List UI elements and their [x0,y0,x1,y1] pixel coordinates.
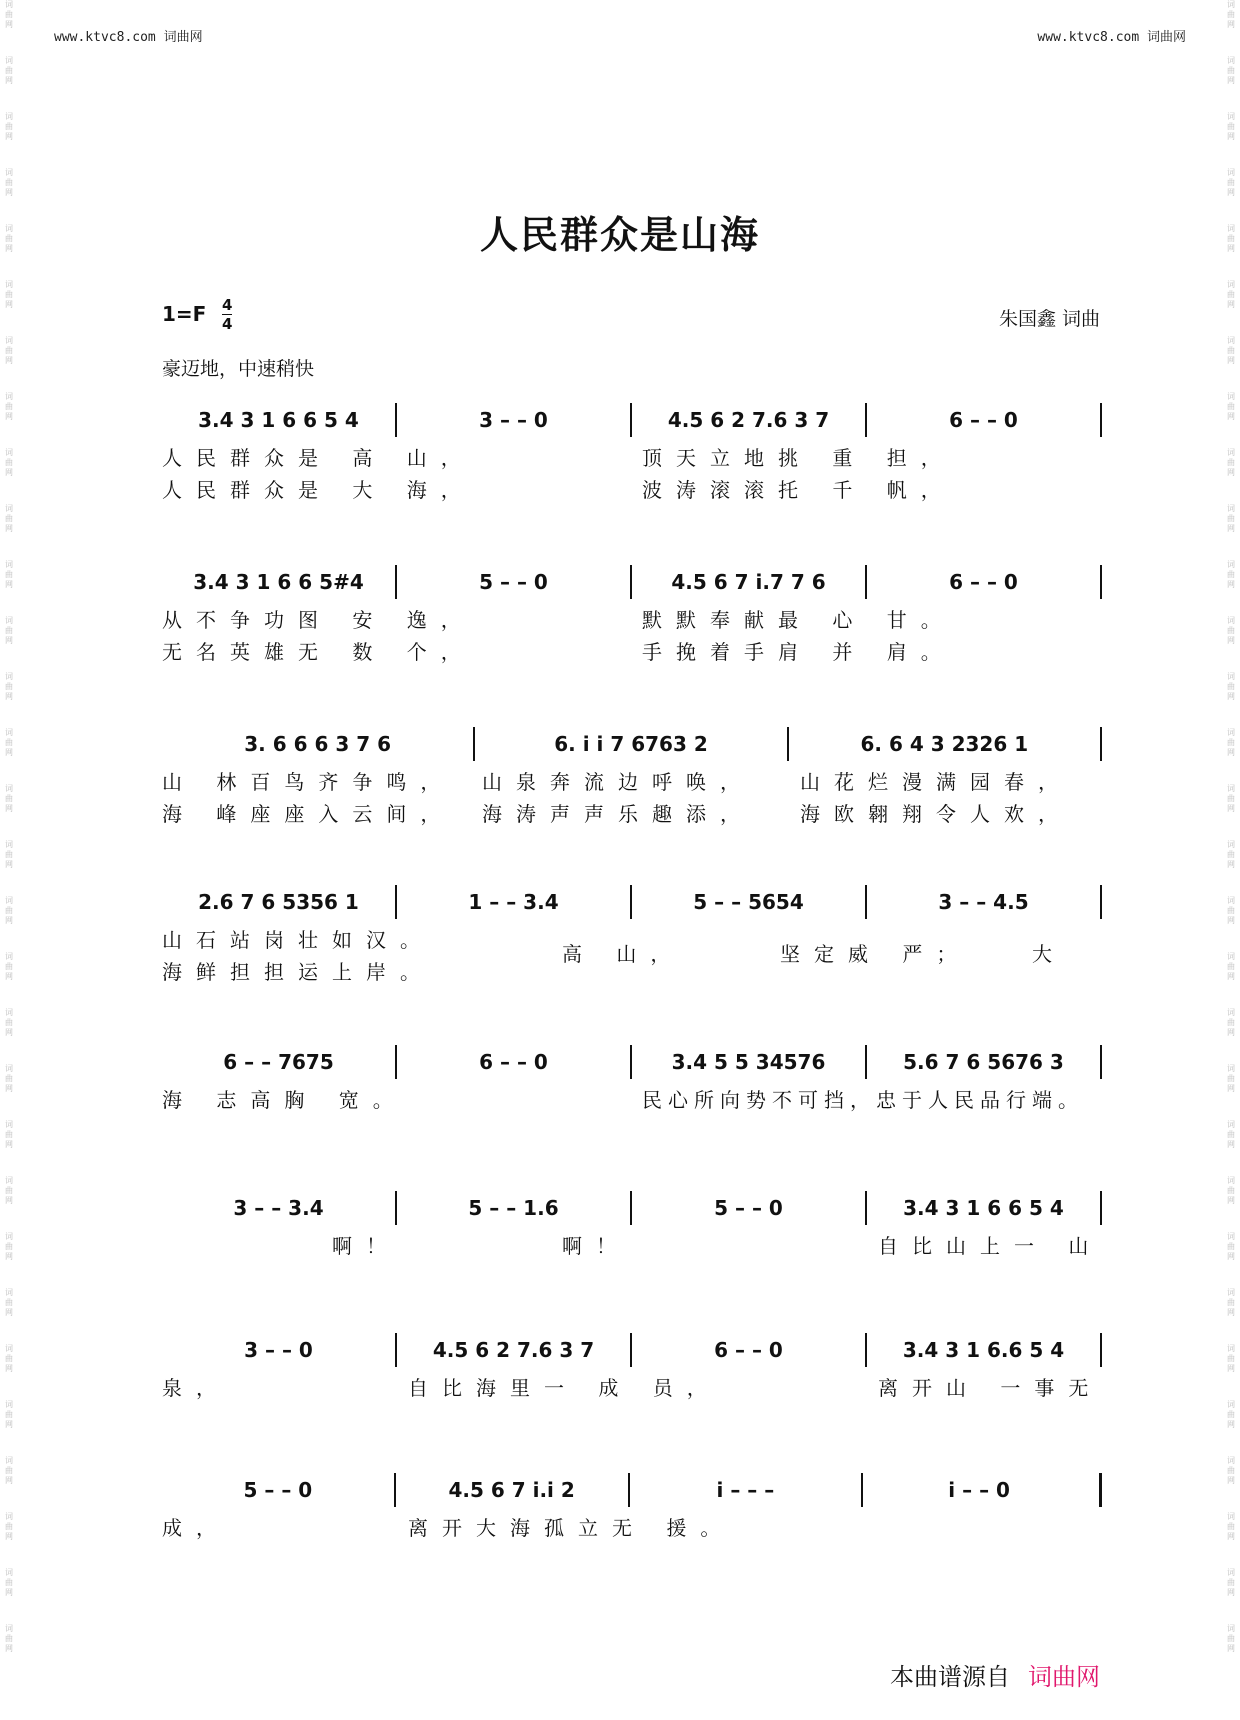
lyric-segment: 泉， [162,1376,230,1400]
measure: 3.4 3 1 6.6 5 4 [902,1338,1065,1362]
left-edge-watermark: 词曲网 词曲网 词曲网 词曲网 词曲网 词曲网 词曲网 词曲网 词曲网 词曲网 词曲网 词曲网 词曲网 词曲网 词曲网 词曲网 词曲网 词曲网 词曲网 词曲网 词曲网 词曲网 词曲网 词曲网 词曲网 词曲网 词曲网 词曲网 词曲网 词曲网 [5,0,13,1653]
lyric-segment: 海鲜担担运上岸。 [162,960,434,984]
time-signature [222,297,232,332]
lyric-segment: 大 [1032,942,1066,966]
measure: 3 – – 0 [479,408,548,432]
lyric-line [162,604,1102,636]
notes-row [162,880,1102,924]
notes-row [162,722,1102,766]
lyric-segment: 顶天立地挑 重 担， [642,446,955,470]
lyric-segment: 离开山 一事无 [878,1376,1103,1400]
score-system-1 [162,398,1102,506]
measure: 2.6 7 6 5356 1 [198,890,359,914]
key-signature: 1=F [162,302,207,326]
measure: 6 – – 0 [949,570,1018,594]
measure: 4.5 6 2 7.6 3 7 [667,408,830,432]
lyric-line [162,956,1102,988]
measure: 5 – – 5654 [693,890,804,914]
lyric-segment: 无名英雄无 数 个， [162,640,475,664]
measure: i – – – [716,1478,775,1502]
source-brand: 词曲网 [1028,1663,1100,1691]
measure: 4.5 6 2 7.6 3 7 [432,1338,595,1362]
site-url-right: www.ktvc8.com 词曲网 [1037,30,1186,45]
lyric-segment: 山 林百鸟齐争鸣， [162,770,455,794]
notes-row [162,1186,1102,1230]
time-signature-top: 4 [222,296,233,314]
measure: 4.5 6 7 i.7 7 6 [671,570,826,594]
barline [1100,1333,1102,1367]
barline [1100,565,1102,599]
score-system-2 [162,560,1102,668]
final-barline [1099,1473,1102,1507]
measure: 3.4 3 1 6 6 5 4 [903,1196,1064,1220]
lyric-segment: 手挽着手肩 并 肩。 [642,640,955,664]
score-system-6 [162,1186,1102,1262]
lyric-segment: 波涛滚滚托 千 帆， [642,478,955,502]
lyric-segment: 啊！ [562,1234,630,1258]
source-label: 本曲谱源自 [890,1663,1010,1691]
time-signature-bottom: 4 [222,315,233,333]
lyric-segment: 成， [162,1516,230,1540]
lyric-segment: 高 山， [562,942,685,966]
lyric-segment: 海 峰座座入云间， [162,802,455,826]
score-system-4 [162,880,1102,988]
measure: 3.4 3 1 6 6 5#4 [193,570,364,594]
score-system-7 [162,1328,1102,1404]
measure: 6 – – 0 [714,1338,783,1362]
measure: 5 – – 1.6 [468,1196,559,1220]
lyric-segment: 自比山上一 山 [878,1234,1103,1258]
tempo-marking: 豪迈地，中速稍快 [162,358,315,380]
lyric-segment: 海欧翱翔令人欢， [800,802,1072,826]
lyric-line [162,798,1102,830]
measure: 5.6 7 6 5676 3 [903,1050,1064,1074]
right-edge-watermark: 词曲网 词曲网 词曲网 词曲网 词曲网 词曲网 词曲网 词曲网 词曲网 词曲网 词曲网 词曲网 词曲网 词曲网 词曲网 词曲网 词曲网 词曲网 词曲网 词曲网 词曲网 词曲网 词曲网 词曲网 词曲网 词曲网 词曲网 词曲网 词曲网 词曲网 [1227,0,1235,1653]
lyric-segment: 山石站岗壮如汉。 [162,928,434,952]
lyric-segment: 民心所向势不可挡，忠于人民品行端。 [642,1088,1084,1112]
barline [1100,885,1102,919]
measure: 3.4 5 5 34576 [671,1050,826,1074]
measure: 5 – – 0 [714,1196,783,1220]
lyric-line [162,474,1102,506]
lyric-line [162,924,1102,966]
lyric-segment: 从不争功图 安 逸， [162,608,475,632]
lyric-segment: 人民群众是 高 山， [162,446,475,470]
barline [1100,403,1102,437]
source-credit [890,1657,1100,1692]
measure: 5 – – 0 [243,1478,313,1502]
measure: 1 – – 3.4 [468,890,559,914]
measure: 3 – – 0 [244,1338,313,1362]
measure: 5 – – 0 [479,570,548,594]
notes-row [162,398,1102,442]
lyric-segment: 坚定威 严； [780,942,971,966]
lyric-line [162,1512,1102,1544]
notes-row [162,1328,1102,1372]
lyric-segment: 海 志高胸 宽。 [162,1088,407,1112]
lyric-line [162,1084,1102,1116]
lyric-line [162,442,1102,474]
notes-row [162,1040,1102,1084]
lyric-line [162,766,1102,798]
measure: 6. i i 7 6763 2 [554,732,708,756]
measure: 3.4 3 1 6 6 5 4 [198,408,359,432]
notes-row [162,560,1102,604]
lyric-segment: 海涛声声乐趣添， [482,802,754,826]
author-credit: 朱国鑫 词曲 [998,308,1100,330]
score-system-3 [162,722,1102,830]
score-system-8 [162,1468,1102,1544]
lyric-line [162,636,1102,668]
lyric-segment: 默默奉献最 心 甘。 [642,608,955,632]
measure: 6 – – 0 [479,1050,548,1074]
lyric-segment: 山花烂漫满园春， [800,770,1072,794]
score-system-5 [162,1040,1102,1116]
measure: 4.5 6 7 i.i 2 [448,1478,575,1502]
measure: 3 – – 4.5 [938,890,1029,914]
measure: 3 – – 3.4 [233,1196,324,1220]
barline [1100,1045,1102,1079]
measure: 3. 6 6 6 3 7 6 [244,732,392,756]
barline [1100,1191,1102,1225]
site-url-left: www.ktvc8.com 词曲网 [54,30,203,45]
lyric-line [162,1230,1102,1262]
measure: 6 – – 7675 [223,1050,334,1074]
lyric-line [162,1372,1102,1404]
barline [1100,727,1102,761]
lyric-segment: 人民群众是 大 海， [162,478,475,502]
measure: i – – 0 [948,1478,1010,1502]
lyric-segment: 离开大海孤立无 援。 [408,1516,735,1540]
measure: 6. 6 4 3 2326 1 [860,732,1029,756]
measure: 6 – – 0 [949,408,1018,432]
lyric-segment: 山泉奔流边呼唤， [482,770,754,794]
lyric-segment: 啊！ [332,1234,400,1258]
notes-row [162,1468,1102,1512]
song-title: 人民群众是山海 [479,212,760,257]
lyric-segment: 自比海里一 成 员， [408,1376,721,1400]
